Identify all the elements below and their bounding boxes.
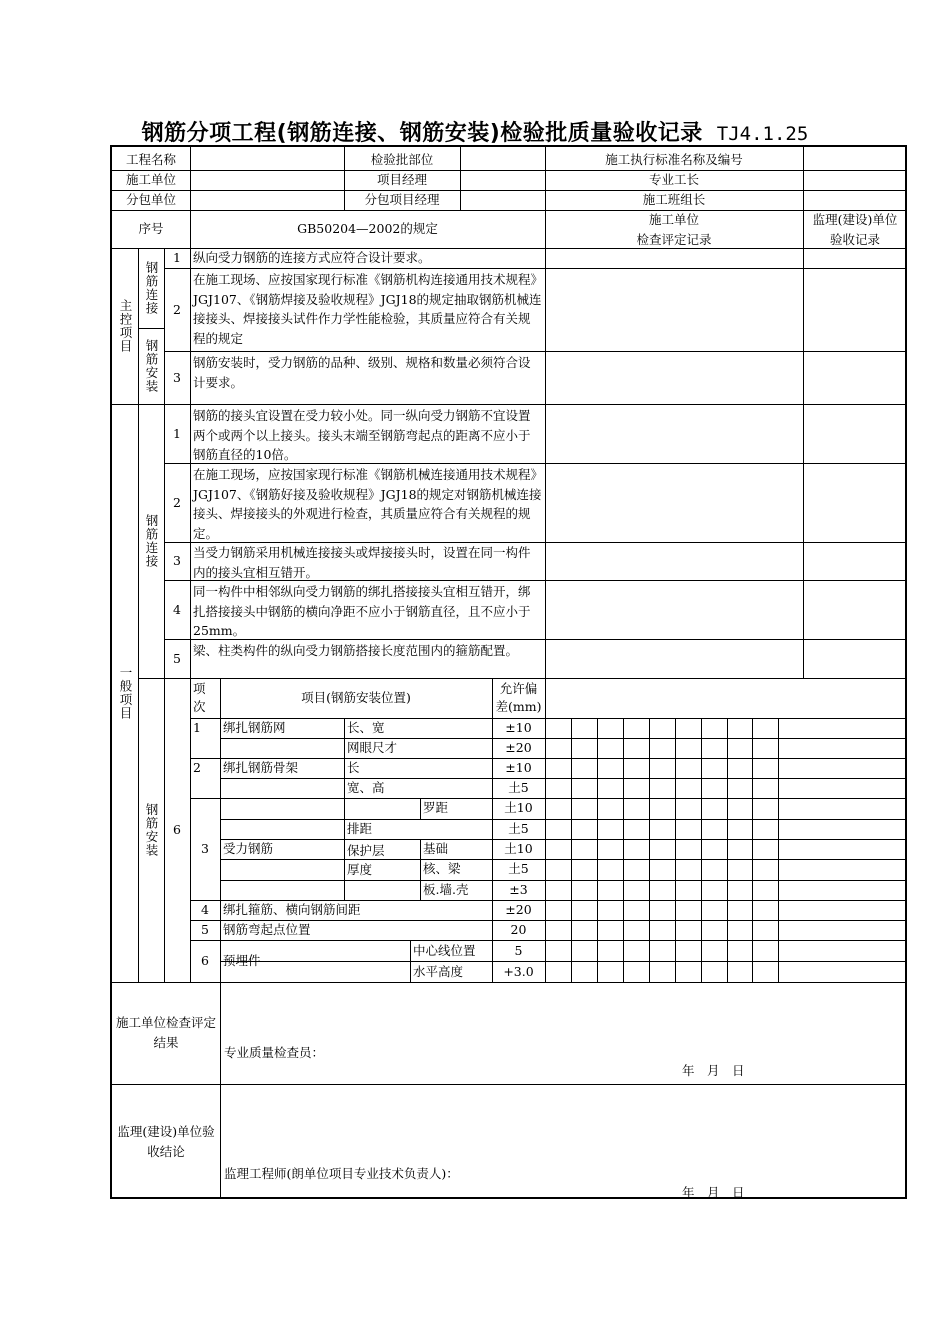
general-item-no: 1 bbox=[173, 425, 181, 441]
install-tol: 5 bbox=[514, 942, 523, 958]
form-title bbox=[0, 116, 950, 147]
install-head-tol: 允许偏差(mm) bbox=[495, 681, 542, 714]
install-row-name: 钢筋弯起点位置 bbox=[223, 922, 311, 938]
grid-line bbox=[112, 404, 907, 405]
engineer-date: 年 月 日 bbox=[682, 1185, 745, 1200]
general-item-no: 6 bbox=[173, 822, 181, 838]
main-sub-connection: 钢筋连接 bbox=[144, 261, 159, 315]
grid-line bbox=[112, 982, 907, 983]
install-sub-item: 长、宽 bbox=[347, 720, 385, 736]
install-sub-item: 排距 bbox=[347, 821, 373, 837]
install-row-name: 预埋件 bbox=[223, 953, 261, 969]
install-sub-item: 罗距 bbox=[423, 800, 449, 816]
install-sub-item: 长 bbox=[347, 760, 360, 776]
grid-line bbox=[112, 1084, 907, 1085]
general-item-no: 2 bbox=[173, 494, 181, 510]
install-tol: ±20 bbox=[505, 902, 532, 918]
general-item-text: 在施工现场，应按国家现行标准《钢筋机械连接通用技术规程》JGJ107、《钢筋好接及验收规程》JGJ18的规定对钢筋机械连接接头、焊接接头的外观进行检查，其质量应符合有关规程的规定。 bbox=[193, 467, 542, 541]
title-text: 钢筋分项工程(钢筋连接、钢筋安装)检验批质量验收记录 bbox=[141, 121, 703, 146]
install-row-no: 4 bbox=[201, 902, 209, 918]
grid-line bbox=[649, 718, 650, 982]
install-sub-item: 宽、高 bbox=[347, 780, 385, 796]
label-foreman: 专业工长 bbox=[648, 172, 699, 188]
label-contractor: 施工单位 bbox=[125, 172, 176, 188]
label-standard: 施工执行标准名称及编号 bbox=[605, 152, 743, 168]
label-project-manager: 项目经理 bbox=[376, 172, 427, 188]
install-row-no: 1 bbox=[193, 720, 201, 736]
grid-line bbox=[778, 718, 779, 982]
general-item-text: 梁、柱类构件的纵向受力钢筋搭接长度范围内的箍筋配置。 bbox=[193, 643, 519, 658]
grid-line bbox=[701, 718, 702, 982]
install-row-no: 2 bbox=[193, 760, 201, 776]
install-cover-group: 保护层厚度 bbox=[347, 843, 385, 877]
grid-line bbox=[545, 147, 546, 982]
inspector-date: 年 月 日 bbox=[682, 1063, 745, 1078]
col-check-line1: 施工单位 bbox=[648, 212, 699, 227]
install-sub-item: 基础 bbox=[423, 841, 449, 857]
main-item-no: 1 bbox=[173, 250, 181, 266]
install-tol: 20 bbox=[510, 922, 527, 938]
grid-line bbox=[220, 738, 907, 739]
col-spec: GB50204—2002的规定 bbox=[297, 221, 438, 237]
grid-line bbox=[727, 718, 728, 982]
label-batch-location: 检验批部位 bbox=[370, 152, 434, 168]
install-tol: 土5 bbox=[508, 821, 529, 837]
general-item-text: 当受力钢筋采用机械连接接头或焊接接头时，设置在同一构件内的接头宜相互错开。 bbox=[193, 545, 531, 580]
label-project-name: 工程名称 bbox=[125, 152, 176, 168]
general-sub-install: 钢筋安装 bbox=[144, 803, 159, 857]
install-tol: 土5 bbox=[508, 780, 529, 796]
label-team-leader: 施工班组长 bbox=[642, 192, 706, 208]
install-row-name: 绑扎钢筋骨架 bbox=[223, 760, 299, 776]
inspection-form bbox=[110, 145, 907, 1199]
install-tol: 土10 bbox=[504, 841, 533, 857]
general-item-no: 3 bbox=[173, 553, 181, 569]
grid-line bbox=[752, 718, 753, 982]
install-tol: 土5 bbox=[508, 861, 529, 877]
grid-line bbox=[597, 718, 598, 982]
main-item-no: 2 bbox=[173, 301, 181, 317]
general-item-no: 4 bbox=[173, 601, 181, 617]
grid-line bbox=[571, 718, 572, 982]
main-items-group: 主控项目 bbox=[118, 299, 133, 353]
grid-line bbox=[623, 718, 624, 982]
main-sub-install: 钢筋安装 bbox=[144, 339, 159, 393]
col-accept-line1: 监理(建设)单位 bbox=[812, 212, 898, 227]
main-item-no: 3 bbox=[173, 369, 181, 385]
engineer-signature-label: 监理工程师(朗单位项目专业技术负责人)： bbox=[224, 1166, 459, 1181]
install-row-name: 绑扎箍筋、横向钢筋间距 bbox=[223, 902, 361, 918]
install-row-no: 6 bbox=[201, 953, 209, 969]
general-items-group: 一般项目 bbox=[118, 666, 133, 720]
install-tol: ±3 bbox=[509, 882, 528, 898]
general-item-no: 5 bbox=[173, 650, 181, 666]
grid-line bbox=[164, 639, 907, 640]
grid-line bbox=[164, 351, 907, 352]
form-code: TJ4.1.25 bbox=[716, 123, 809, 145]
main-item-text: 纵向受力钢筋的连接方式应符合设计要求。 bbox=[193, 250, 431, 266]
col-seq: 序号 bbox=[138, 221, 164, 237]
grid-line bbox=[164, 268, 907, 269]
grid-line bbox=[460, 147, 461, 210]
grid-line bbox=[675, 718, 676, 982]
label-sub-manager: 分包项目经理 bbox=[364, 192, 440, 208]
install-row-name: 受力钢筋 bbox=[223, 841, 274, 857]
inspector-signature-label: 专业质量检查员： bbox=[224, 1045, 325, 1060]
grid-line bbox=[164, 580, 907, 581]
install-tol: ±20 bbox=[505, 740, 532, 756]
supervisor-conclusion-label: 监理(建设)单位验收结论 bbox=[117, 1123, 215, 1159]
label-subcontractor: 分包单位 bbox=[125, 192, 176, 208]
install-row-name: 绑扎钢筋网 bbox=[223, 720, 286, 736]
col-accept-line2: 验收记录 bbox=[829, 231, 880, 247]
install-row-no: 5 bbox=[201, 922, 209, 938]
install-sub-item: 中心线位置 bbox=[413, 942, 476, 958]
install-sub-item: 网眼尺才 bbox=[347, 740, 398, 756]
main-item-text: 在施工现场、应按国家现行标准《钢筋机构连接通用技术规程》JGJ107、《钢筋焊接及验收规程》JGJ18的规定抽取钢筋机械连接接头、焊接接头试件作力学性能检验，其质量应符合有关规程的规定 bbox=[193, 272, 542, 346]
general-item-text: 钢筋的接头宜设置在受力较小处。同一纵向受力钢筋不宜设置两个或两个以上接头。接头末端至钢筋弯起点的距离不应小于钢筋直径的10倍。 bbox=[193, 408, 531, 463]
col-accept bbox=[803, 210, 907, 248]
contractor-result-label: 施工单位检查评定结果 bbox=[115, 1015, 216, 1050]
install-sub-item: 板.墙.壳 bbox=[423, 882, 469, 898]
install-head-no: 项次 bbox=[193, 681, 206, 714]
main-item-text: 钢筋安装时，受力钢筋的品种、级别、规格和数量必须符合设计要求。 bbox=[193, 355, 531, 390]
grid-line bbox=[220, 778, 907, 779]
install-sub-item: 核、梁 bbox=[423, 861, 461, 877]
install-head-item: 项目(钢筋安装位置) bbox=[301, 690, 411, 706]
install-row-no: 3 bbox=[201, 841, 209, 857]
install-tol: ±10 bbox=[505, 760, 532, 776]
col-check bbox=[545, 210, 803, 248]
grid-line bbox=[220, 982, 221, 1199]
install-tol: ±10 bbox=[505, 720, 532, 736]
install-tol: +3.0 bbox=[503, 963, 534, 979]
install-tol: 土10 bbox=[504, 800, 533, 816]
grid-line bbox=[164, 463, 907, 464]
install-sub-item: 水平高度 bbox=[413, 963, 464, 979]
general-sub-connection: 钢筋连接 bbox=[144, 514, 159, 568]
col-check-line2: 检查评定记录 bbox=[636, 231, 712, 247]
general-item-text: 同一构件中相邻纵向受力钢筋的绑扎搭接接头宜相互错开，绑扎搭接接头中钢筋的横向净距不应小于钢筋直径，且不应小于25mm。 bbox=[193, 584, 531, 639]
